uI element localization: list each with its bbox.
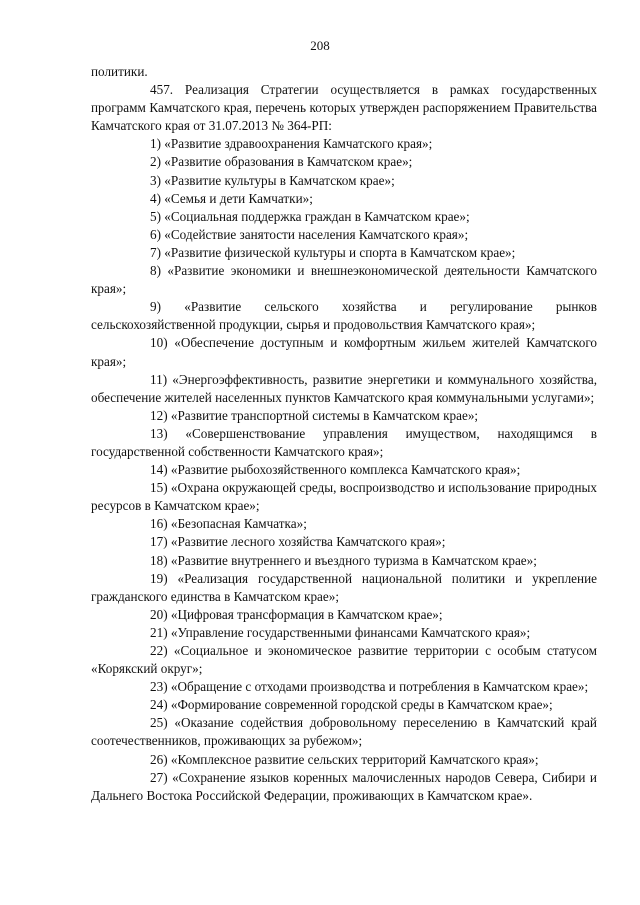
list-item-26: 26) «Комплексное развитие сельских территорий Камчатского края»; bbox=[150, 751, 539, 767]
list-item-5: 5) «Социальная поддержка граждан в Камчатском крае»; bbox=[150, 208, 470, 224]
paragraph-continuation: политики. bbox=[91, 64, 148, 79]
list-item-2: 2) «Развитие образования в Камчатском крае»; bbox=[150, 154, 413, 170]
document-body bbox=[91, 63, 597, 805]
list-item-10: 10) «Обеспечение доступным и комфортным жильем жителей Камчатского края»; bbox=[91, 335, 597, 369]
list-item-8: 8) «Развитие экономики и внешнеэкономической деятельности Камчатского края»; bbox=[91, 263, 597, 297]
list-item-17: 17) «Развитие лесного хозяйства Камчатского края»; bbox=[150, 534, 446, 550]
list-item-22: 22) «Социальное и экономическое развитие территории с особым статусом «Корякский округ»; bbox=[91, 643, 597, 677]
list-item-24: 24) «Формирование современной городской среды в Камчатском крае»; bbox=[150, 697, 553, 713]
list-item-19: 19) «Реализация государственной национальной политики и укрепление гражданского единства в Камчатском крае»; bbox=[91, 570, 597, 604]
list-item-20: 20) «Цифровая трансформация в Камчатском крае»; bbox=[150, 606, 443, 622]
list-item-14: 14) «Развитие рыбохозяйственного комплекса Камчатского края»; bbox=[150, 462, 521, 478]
page-number: 208 bbox=[310, 38, 330, 53]
list-item-7: 7) «Развитие физической культуры и спорта в Камчатском крае»; bbox=[150, 244, 516, 260]
list-item-18: 18) «Развитие внутреннего и въездного туризма в Камчатском крае»; bbox=[150, 552, 537, 568]
list-item-27: 27) «Сохранение языков коренных малочисленных народов Севера, Сибири и Дальнего Востока Российской Федерации, проживающих в Камчатском крае». bbox=[91, 769, 597, 803]
list-item-23: 23) «Обращение с отходами производства и потребления в Камчатском крае»; bbox=[150, 679, 589, 695]
list-item-6: 6) «Содействие занятости населения Камчатского края»; bbox=[150, 226, 469, 242]
list-item-21: 21) «Управление государственными финансами Камчатского края»; bbox=[150, 624, 531, 640]
list-item-15: 15) «Охрана окружающей среды, воспроизводство и использование природных ресурсов в Камчатском крае»; bbox=[91, 480, 597, 514]
list-item-25: 25) «Оказание содействия добровольному переселению в Камчатский край соотечественников, проживающих за рубежом»; bbox=[91, 715, 597, 749]
paragraph-457: 457. Реализация Стратегии осуществляется в рамках государственных программ Камчатского края, перечень которых утвержден распоряжением Правительства Камчатского края от 31.07.2013 № 364-РП: bbox=[91, 82, 597, 134]
list-item-11: 11) «Энергоэффективность, развитие энергетики и коммунального хозяйства, обеспечение жителей населенных пунктов Камчатского края коммунальными услугами»; bbox=[91, 371, 597, 405]
list-item-13: 13) «Совершенствование управления имуществом, находящимся в государственной собственности Камчатского края»; bbox=[91, 425, 597, 459]
list-item-4: 4) «Семья и дети Камчатки»; bbox=[150, 190, 313, 206]
list-item-3: 3) «Развитие культуры в Камчатском крае»; bbox=[150, 172, 395, 188]
list-item-16: 16) «Безопасная Камчатка»; bbox=[150, 516, 307, 532]
list-item-9: 9) «Развитие сельского хозяйства и регулирование рынков сельскохозяйственной продукции, сырья и продовольствия Камчатского края»; bbox=[91, 299, 597, 333]
list-item-12: 12) «Развитие транспортной системы в Камчатском крае»; bbox=[150, 407, 479, 423]
list-item-1: 1) «Развитие здравоохранения Камчатского края»; bbox=[150, 136, 433, 152]
